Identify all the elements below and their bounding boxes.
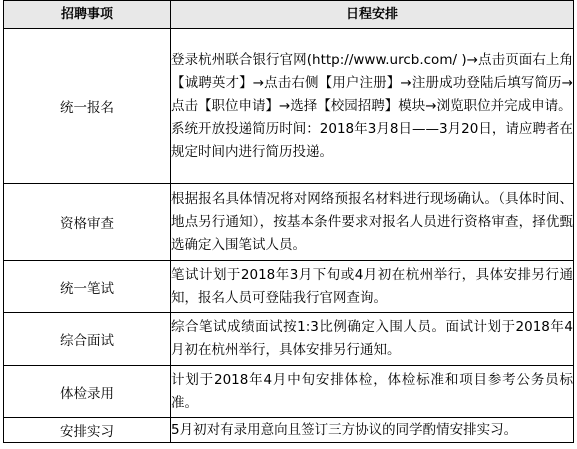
header-schedule: 日程安排 [171,1,574,29]
row-item-registration: 统一报名 [4,29,171,184]
row-item-medical: 体检录用 [4,366,171,418]
table-row [4,184,574,261]
row-schedule-registration [171,29,574,184]
table-header-row [4,1,574,29]
row-schedule-written-exam [171,261,574,313]
registration-period-text: 系统开放投递简历时间：2018年3月8日——3月20日，请应聘者在规定时间内进行简历投递。 [171,120,573,160]
table-row [4,29,574,184]
medical-text: 计划于2018年4月中旬安排体检，体检标准和项目参考公务员标准。 [171,371,573,411]
internship-text: 5月初对有录用意向且签订三方协议的同学酌情安排实习。 [171,421,518,438]
row-schedule-internship [171,418,574,443]
table-row [4,418,574,443]
row-schedule-interview [171,313,574,366]
recruitment-schedule-table [3,0,574,443]
written-exam-text: 笔试计划于2018年3月下旬或4月初在杭州举行，具体安排另行通知，报名人员可登陆我行官网查询。 [171,266,573,306]
row-item-qualification: 资格审查 [4,184,171,261]
registration-steps-text: 登录杭州联合银行官网(http://www.urcb.com/ )→点击页面右上角【诚聘英才】→点击右侧【用户注册】→注册成功登陆后填写简历→点击【职位申请】→选择【校园招聘】模块→浏览职位并完成申请。 [171,51,573,114]
interview-text: 综合笔试成绩面试按1:3比例确定入围人员。面试计划于2018年4月初在杭州举行，具体安排另行通知。 [171,319,573,358]
row-item-internship: 安排实习 [4,418,171,443]
qualification-text: 根据报名具体情况将对网络预报名材料进行现场确认。（具体时间、地点另行通知），按基本条件要求对报名人员进行资格审查，择优甄选确定入围笔试人员。 [171,190,573,253]
header-item: 招聘事项 [4,1,171,29]
row-schedule-qualification [171,184,574,261]
row-item-written-exam: 统一笔试 [4,261,171,313]
table-row [4,366,574,418]
table-row [4,313,574,366]
table-row [4,261,574,313]
row-schedule-medical [171,366,574,418]
page-edge-fragment [6,444,66,448]
row-item-interview: 综合面试 [4,313,171,366]
